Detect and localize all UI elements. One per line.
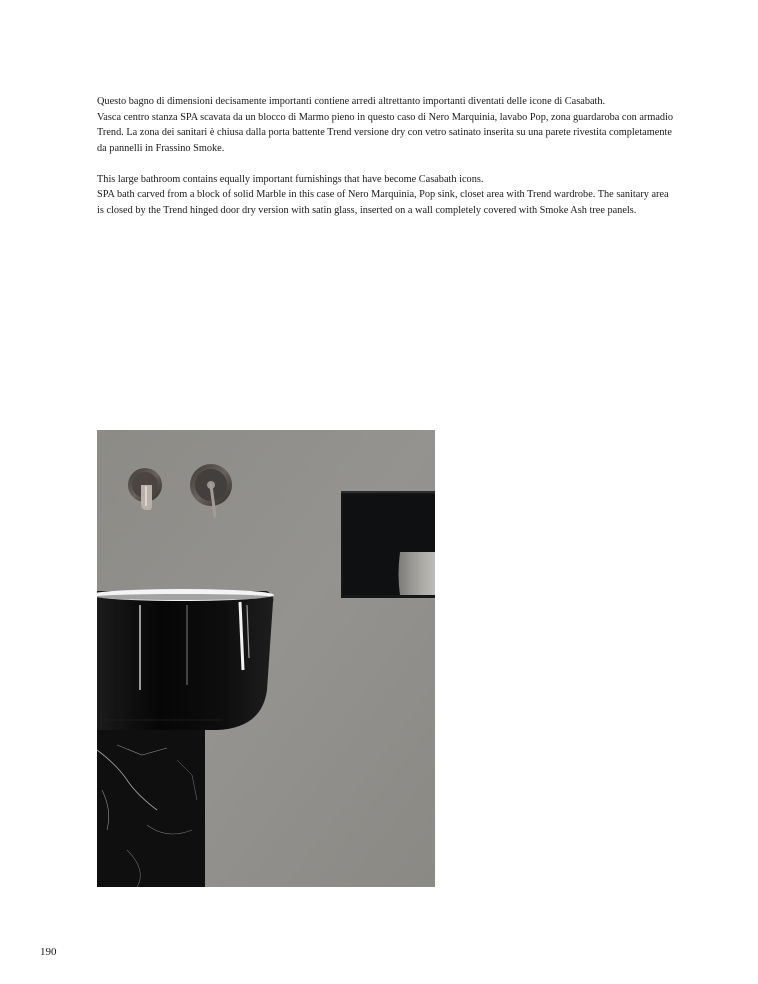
italian-line-2: Vasca centro stanza SPA scavata da un blocco di Marmo pieno in questo caso di Nero Marquinia, lavabo Pop, zona guardaroba con armadio Trend. La zona dei sanitari è chiusa dalla porta battente Trend versione dry con vetro satinato inserita su una parete rivestita completamente da pannelli in Frassino Smoke. — [97, 111, 674, 154]
wall-shelf — [341, 491, 435, 598]
english-line-1: This large bathroom contains equally important furnishings that have become Casabath icons. — [97, 173, 484, 185]
marble-pedestal — [97, 730, 205, 887]
page-number: 190 — [40, 946, 57, 958]
pop-sink — [97, 589, 274, 730]
bathroom-photo — [97, 430, 435, 887]
english-line-2: SPA bath carved from a block of solid Marble in this case of Nero Marquinia, Pop sink, closet area with Trend wardrobe. The sanitary area is closed by the Trend hinged door dry version with satin glass, inserted on a wall completely covered with Smoke Ash tree panels. — [97, 189, 669, 217]
description-text — [97, 94, 677, 219]
italian-line-1: Questo bagno di dimensioni decisamente importanti contiene arredi altrettanto importanti diventati delle icone di Casabath. — [97, 96, 606, 107]
